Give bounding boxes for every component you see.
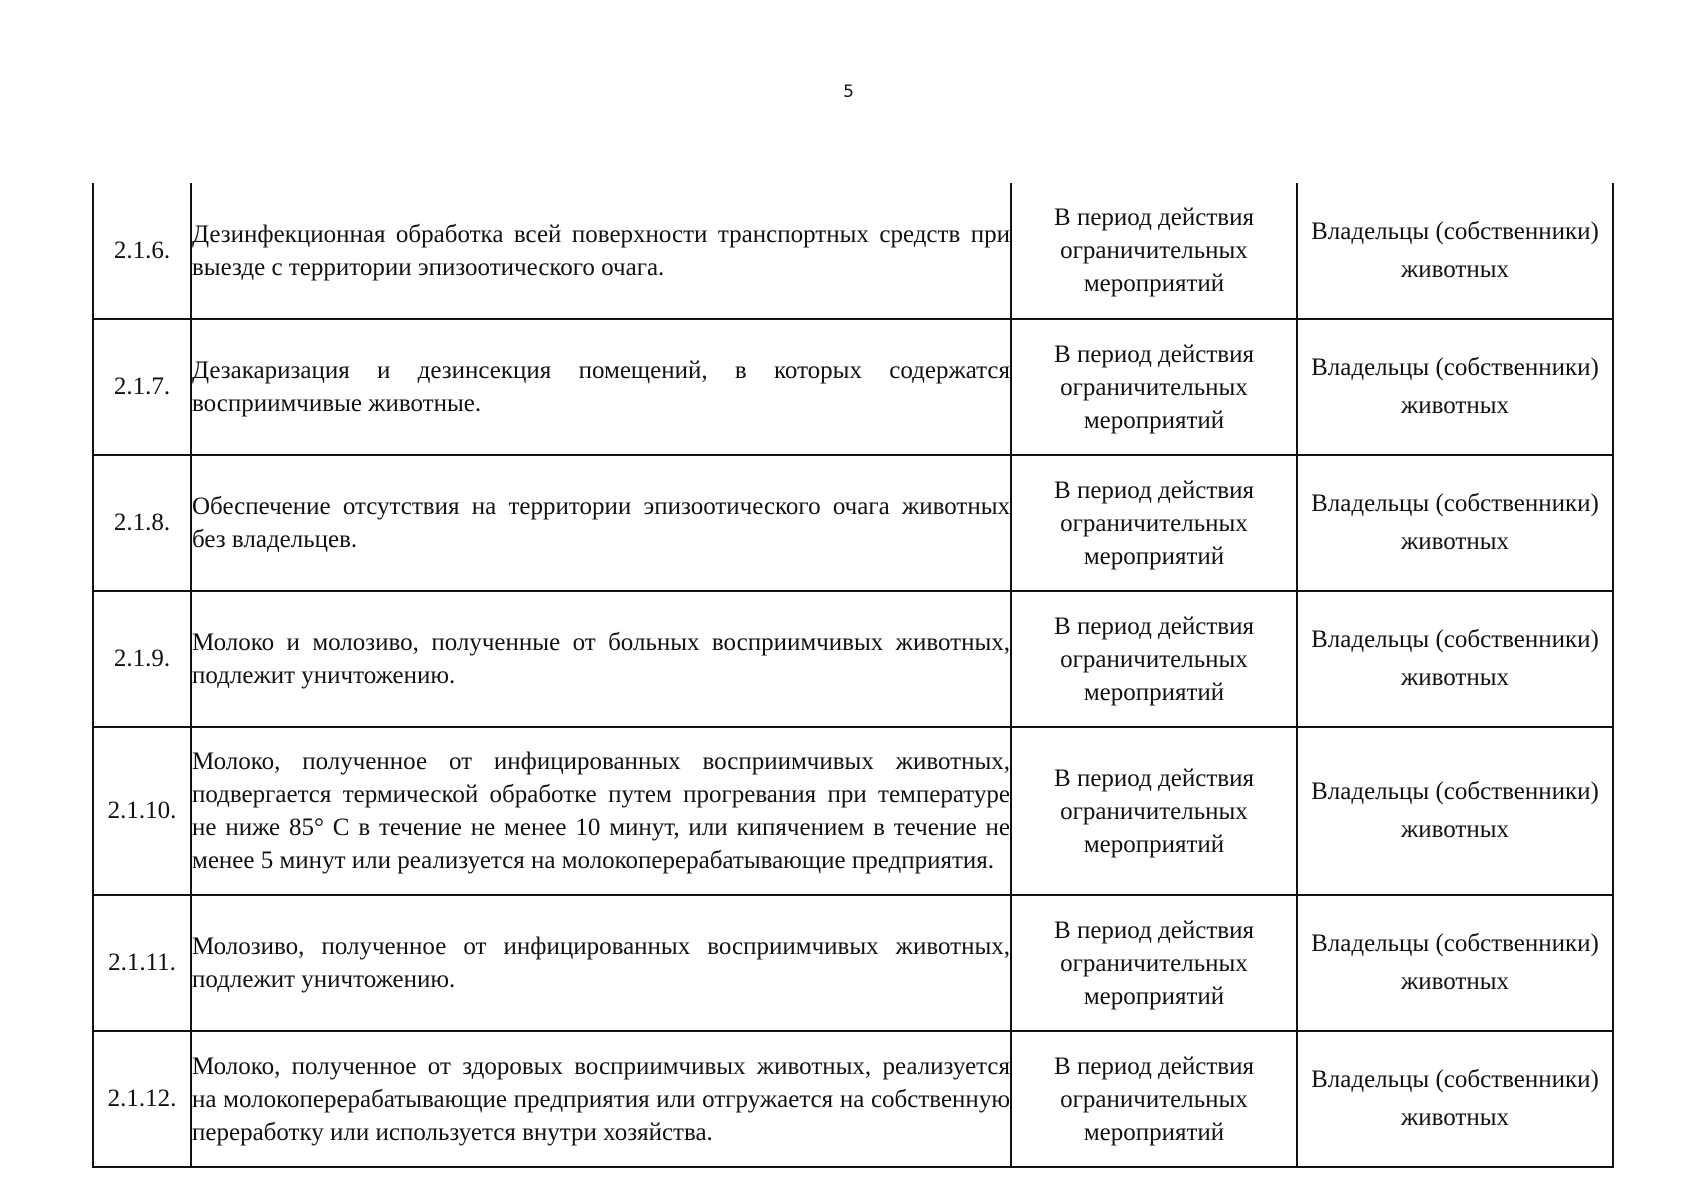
measure-description: Обеспечение отсутствия на территории эпизоотического очага животных без владельцев. (191, 455, 1011, 591)
measure-description: Молозиво, полученное от инфицированных восприимчивых животных, подлежит уничтожению. (191, 895, 1011, 1031)
table-row (93, 895, 1613, 1031)
item-number: 2.1.6. (93, 183, 191, 319)
item-number: 2.1.11. (93, 895, 191, 1031)
deadline-cell: В период действия ограничительных мероприятий (1011, 895, 1297, 1031)
deadline-cell: В период действия ограничительных мероприятий (1011, 1031, 1297, 1167)
table-row (93, 319, 1613, 455)
measure-description: Молоко, полученное от здоровых восприимчивых животных, реализуется на молокоперерабатывающие предприятия или отгружается на собственную переработку или используется внутри хозяйства. (191, 1031, 1011, 1167)
deadline-cell: В период действия ограничительных мероприятий (1011, 727, 1297, 895)
table-row (93, 1031, 1613, 1167)
deadline-cell: В период действия ограничительных мероприятий (1011, 319, 1297, 455)
item-number: 2.1.9. (93, 591, 191, 727)
table-row (93, 591, 1613, 727)
responsible-cell: Владельцы (собственники) животных (1297, 1031, 1613, 1167)
responsible-cell: Владельцы (собственники) животных (1297, 727, 1613, 895)
deadline-cell: В период действия ограничительных мероприятий (1011, 455, 1297, 591)
deadline-cell: В период действия ограничительных мероприятий (1011, 183, 1297, 319)
table-row (93, 183, 1613, 319)
responsible-cell: Владельцы (собственники) животных (1297, 319, 1613, 455)
table-row (93, 455, 1613, 591)
measures-table (92, 183, 1614, 1168)
responsible-cell: Владельцы (собственники) животных (1297, 895, 1613, 1031)
measure-description: Дезинфекционная обработка всей поверхности транспортных средств при выезде с территории эпизоотического очага. (191, 183, 1011, 319)
responsible-cell: Владельцы (собственники) животных (1297, 591, 1613, 727)
measure-description: Дезакаризация и дезинсекция помещений, в которых содержатся восприимчивые животные. (191, 319, 1011, 455)
table-row (93, 727, 1613, 895)
measure-description: Молоко, полученное от инфицированных восприимчивых животных, подвергается термической обработке путем прогревания при температуре не ниже 85° С в течение не менее 10 минут, или кипячением в течение не менее 5 минут или реализуется на молокоперерабатывающие предприятия. (191, 727, 1011, 895)
deadline-cell: В период действия ограничительных мероприятий (1011, 591, 1297, 727)
item-number: 2.1.12. (93, 1031, 191, 1167)
item-number: 2.1.10. (93, 727, 191, 895)
item-number: 2.1.8. (93, 455, 191, 591)
page-number: 5 (843, 82, 854, 102)
responsible-cell: Владельцы (собственники) животных (1297, 455, 1613, 591)
measure-description: Молоко и молозиво, полученные от больных восприимчивых животных, подлежит уничтожению. (191, 591, 1011, 727)
item-number: 2.1.7. (93, 319, 191, 455)
responsible-cell: Владельцы (собственники) животных (1297, 183, 1613, 319)
